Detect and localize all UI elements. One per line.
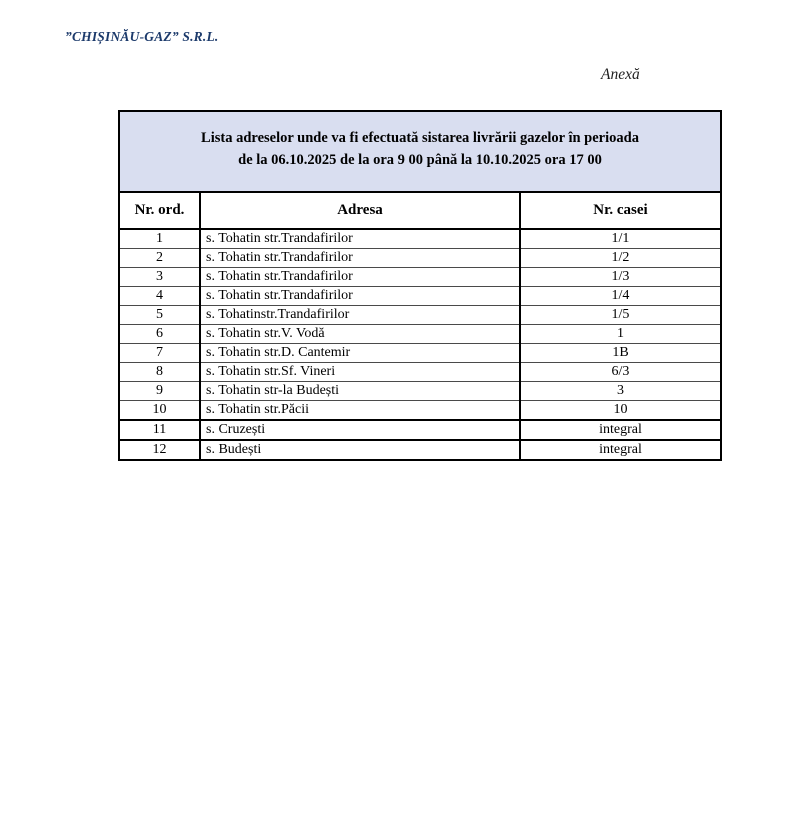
cell-adresa: s. Tohatinstr.Trandafirilor bbox=[200, 306, 520, 325]
cell-nr: 12 bbox=[120, 440, 200, 459]
table-row bbox=[120, 420, 720, 440]
column-header-nr-casei: Nr. casei bbox=[520, 193, 720, 229]
table-row bbox=[120, 382, 720, 401]
cell-casa: 1/1 bbox=[520, 229, 720, 249]
cell-nr: 10 bbox=[120, 401, 200, 421]
cell-nr: 2 bbox=[120, 249, 200, 268]
cell-nr: 8 bbox=[120, 363, 200, 382]
table-row bbox=[120, 325, 720, 344]
cell-adresa: s. Budești bbox=[200, 440, 520, 459]
table-row bbox=[120, 401, 720, 421]
cell-casa: 1/2 bbox=[520, 249, 720, 268]
cell-adresa: s. Tohatin str.V. Vodă bbox=[200, 325, 520, 344]
column-header-adresa: Adresa bbox=[200, 193, 520, 229]
table-row bbox=[120, 306, 720, 325]
cell-adresa: s. Tohatin str.Trandafirilor bbox=[200, 287, 520, 306]
table-row bbox=[120, 249, 720, 268]
cell-casa: integral bbox=[520, 420, 720, 440]
cell-adresa: s. Tohatin str.Păcii bbox=[200, 401, 520, 421]
cell-nr: 4 bbox=[120, 287, 200, 306]
cell-adresa: s. Tohatin str.Trandafirilor bbox=[200, 249, 520, 268]
table-body bbox=[120, 229, 720, 459]
cell-nr: 11 bbox=[120, 420, 200, 440]
cell-adresa: s. Tohatin str-la Budești bbox=[200, 382, 520, 401]
table-row bbox=[120, 268, 720, 287]
cell-nr: 1 bbox=[120, 229, 200, 249]
cell-nr: 7 bbox=[120, 344, 200, 363]
table-title-line1: Lista adreselor unde va fi efectuată sistarea livrării gazelor în perioada bbox=[201, 130, 639, 146]
company-name: ”CHIȘINĂU-GAZ” S.R.L. bbox=[65, 29, 219, 44]
table-header-row bbox=[120, 193, 720, 229]
cell-adresa: s. Tohatin str.Trandafirilor bbox=[200, 268, 520, 287]
cell-casa: 3 bbox=[520, 382, 720, 401]
cell-nr: 9 bbox=[120, 382, 200, 401]
cell-casa: 1 bbox=[520, 325, 720, 344]
addresses-table bbox=[120, 193, 720, 459]
cell-casa: 1/3 bbox=[520, 268, 720, 287]
table-row bbox=[120, 440, 720, 459]
cell-casa: 10 bbox=[520, 401, 720, 421]
cell-casa: 1/5 bbox=[520, 306, 720, 325]
table-row bbox=[120, 229, 720, 249]
cell-casa: 1B bbox=[520, 344, 720, 363]
column-header-nr-ord: Nr. ord. bbox=[120, 193, 200, 229]
table-title-band bbox=[120, 112, 720, 193]
cell-casa: 6/3 bbox=[520, 363, 720, 382]
table-row bbox=[120, 344, 720, 363]
cell-adresa: s. Tohatin str.Sf. Vineri bbox=[200, 363, 520, 382]
cell-adresa: s. Tohatin str.Trandafirilor bbox=[200, 229, 520, 249]
cell-adresa: s. Tohatin str.D. Cantemir bbox=[200, 344, 520, 363]
cell-casa: 1/4 bbox=[520, 287, 720, 306]
cell-nr: 6 bbox=[120, 325, 200, 344]
cell-casa: integral bbox=[520, 440, 720, 459]
table-title-line2: de la 06.10.2025 de la ora 9 00 până la 10.10.2025 ora 17 00 bbox=[238, 152, 602, 168]
gas-suspension-table bbox=[118, 110, 722, 461]
cell-nr: 3 bbox=[120, 268, 200, 287]
cell-nr: 5 bbox=[120, 306, 200, 325]
table-row bbox=[120, 287, 720, 306]
table-row bbox=[120, 363, 720, 382]
cell-adresa: s. Cruzești bbox=[200, 420, 520, 440]
annex-label: Anexă bbox=[601, 66, 640, 83]
